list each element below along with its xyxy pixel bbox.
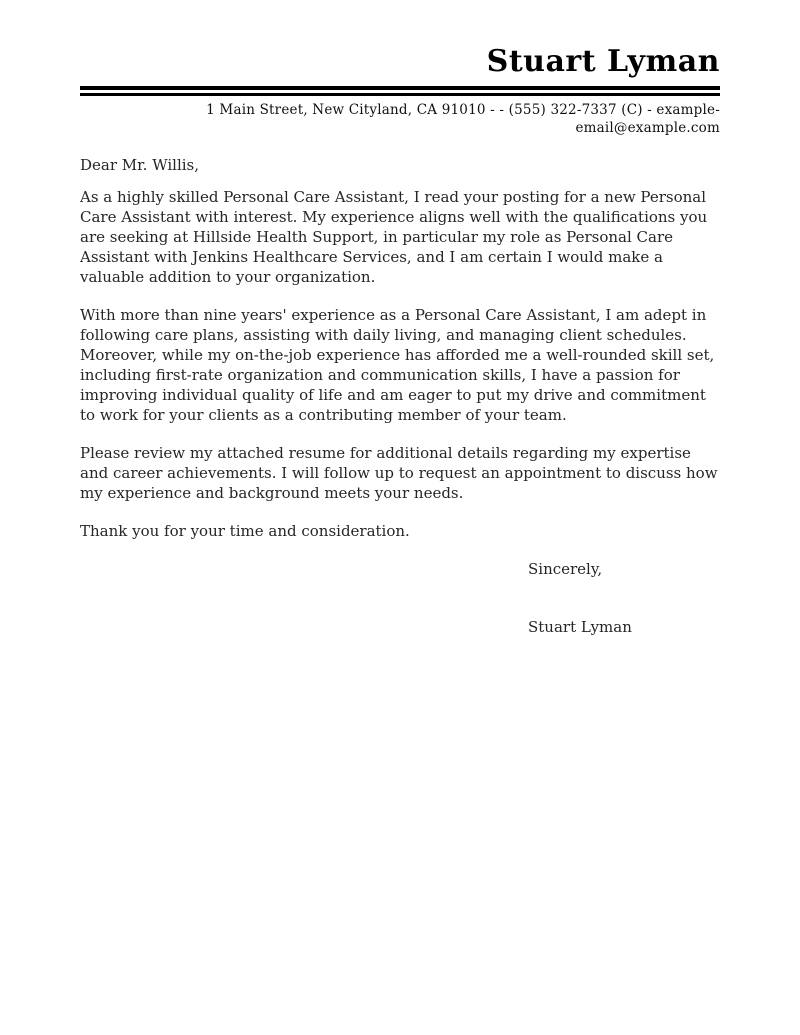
salutation: Dear Mr. Willis, (80, 156, 200, 174)
paragraph-resume: Please review my attached resume for additional details regarding my expertise and career achievements. I will follow up to request an appointment to discuss how my experience and background meets your needs. (80, 444, 718, 502)
letterhead (80, 44, 720, 137)
closing-block (528, 559, 720, 637)
closing-valediction: Sincerely, (528, 560, 603, 578)
paragraph-thanks: Thank you for your time and consideration. (80, 522, 410, 540)
signature-name: Stuart Lyman (528, 618, 632, 636)
letter-body (80, 155, 720, 637)
paragraph-intro: As a highly skilled Personal Care Assistant, I read your posting for a new Personal Care Assistant with interest. My experience aligns well with the qualifications you are seeking at Hillside Health Support, in particular my role as Personal Care Assistant with Jenkins Healthcare Services, and I am certain I would make a valuable addition to your organization. (80, 188, 708, 286)
paragraph-experience: With more than nine years' experience as a Personal Care Assistant, I am adept in following care plans, assisting with daily living, and managing client schedules. Moreover, while my on-the-job experience has afforded me a well-rounded skill set, including first-rate organization and communication skills, I have a passion for improving individual quality of life and am eager to put my drive and commitment to work for your clients as a contributing member of your team. (80, 306, 715, 424)
letterhead-divider-rule (80, 86, 720, 96)
letterhead-contact-line: 1 Main Street, New Cityland, CA 91010 - - (555) 322-7337 (C) - example-email@example.com (206, 102, 720, 136)
letterhead-name: Stuart Lyman (486, 44, 720, 79)
